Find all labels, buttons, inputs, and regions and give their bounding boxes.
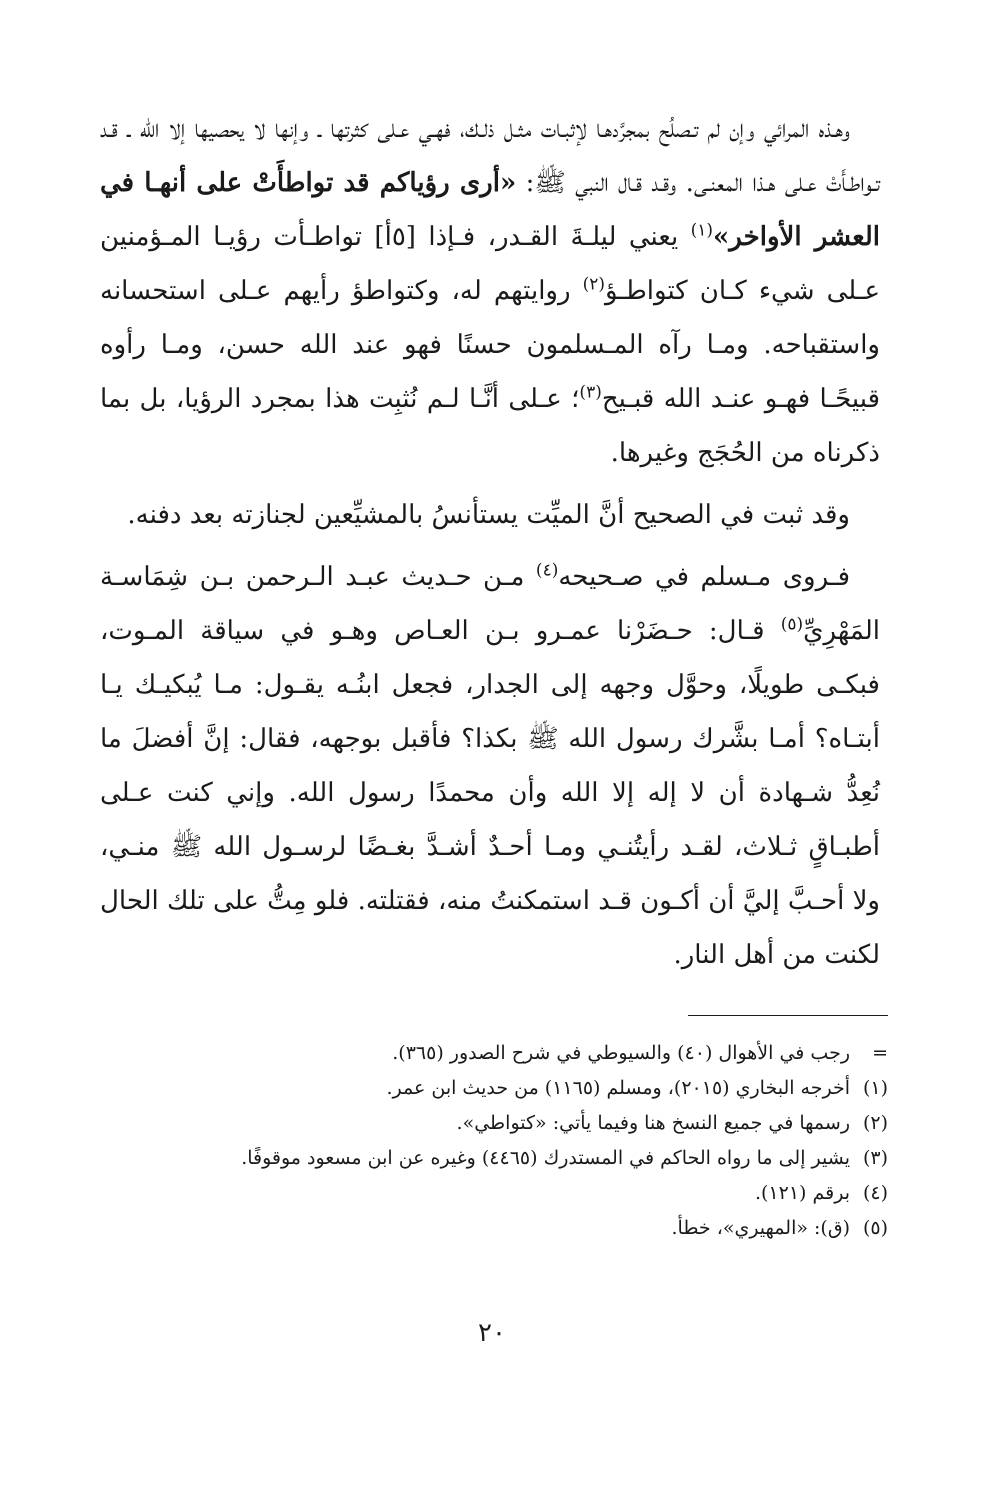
paragraph-3-text-a: فـروى مـسلم في صـحيحه — [558, 562, 850, 592]
footnote-text: رسمها في جميع النسخ هنا وفيما يأتي: «كتواطي». — [456, 1112, 850, 1134]
footnote-separator — [688, 1015, 888, 1016]
footnote-4 — [100, 1176, 888, 1211]
footnotes — [100, 1036, 888, 1246]
footnote-ref-2[interactable]: (٢) — [582, 274, 606, 295]
paragraph-1-text-d: ؛ عـلى أنَّـا لـم نُثبِت هذا بمجرد الرؤيا، بل بما ذكرناه من الحُجَج وغيرها. — [100, 384, 880, 468]
paragraph-3-text-c: قـال: حـضَرْنا عمـرو بـن العـاص وهـو في سياقة المـوت، فبكـى طويلًا، وحوَّل وجهه إلى الجدار، فجعل ابنُـه يقـول: مـا يُبكيـك يـا أبتـاه؟ أمـا بشَّرك رسول الله ﷺ بكذا؟ فأقبل بوجهه، فقال: إنَّ أفضلَ ما نُعِدُّ شـهادة أن لا إله إلا الله وأن محمدًا رسول الله. وإني كنت عـلى أطبـاقٍ ثـلاث، لقـد رأيتُنـي ومـا أحـدٌ أشـدَّ بغـضًا لرسـول الله ﷺ منـي، ولا أحـبَّ إليَّ أن أكـون قـد استمكنتُ منه، فقتلته. فلو مِتُّ على تلك الحال لكنت من أهل النار. — [100, 616, 880, 970]
footnote-ref-5[interactable]: (٥) — [780, 614, 804, 635]
footnote-number: (٢) — [862, 1112, 888, 1134]
paragraph-1 — [100, 102, 880, 480]
paragraph-1-text-c: روايتهم له، وكتواطؤ رأيهم عـلى استحسانه واستقباحه. ومـا رآه المـسلمون حسنًا فهو عند الله حسن، ومـا رأوه قبيحًـا فهـو عنـد الله قبـيح — [100, 276, 880, 414]
footnote-number: (١) — [862, 1077, 888, 1099]
footnote-number: (٥) — [862, 1217, 888, 1239]
main-text — [100, 102, 880, 982]
footnote-text: (ق): «المهيري»، خطأ. — [671, 1217, 850, 1239]
paragraph-2: وقد ثبت في الصحيح أنَّ الميِّت يستأنسُ بالمشيِّعين لجنازته بعد دفنه. — [127, 500, 850, 530]
footnote-2 — [100, 1106, 888, 1141]
footnote-ref-4[interactable]: (٤) — [535, 560, 559, 581]
footnote-ref-1[interactable]: (١) — [690, 220, 714, 241]
footnote-1 — [100, 1071, 888, 1106]
footnote-text: أخرجه البخاري (٢٠١٥)، ومسلم (١١٦٥) من حديث ابن عمر. — [386, 1077, 850, 1099]
footnote-number: (٤) — [862, 1182, 888, 1204]
footnote-5 — [100, 1211, 888, 1246]
paragraph-3 — [100, 550, 880, 982]
page-number: ٢٠ — [478, 1318, 506, 1348]
footnote-ref-3[interactable]: (٣) — [579, 382, 602, 403]
footnote-text: برقم (١٢١). — [754, 1182, 850, 1204]
footnote-text: رجب في الأهوال (٤٠) والسيوطي في شرح الصدور (٣٦٥). — [392, 1042, 850, 1064]
paragraph-3-text-b: مـن حـديث عبـد الـرحمن بـن شِمَاسـة المَهْرِيِّ — [100, 562, 880, 646]
paragraph-1-text-b: يعني ليلـةَ القـدر، فـإذا [٥أ] تواطـأت رؤيـا المـؤمنين عـلى شيء كـان كتواطـؤ — [100, 222, 880, 306]
footnote-text: يشير إلى ما رواه الحاكم في المستدرك (٤٤٦٥) وغيره عن ابن مسعود موقوفًا. — [241, 1147, 850, 1169]
footnote-3 — [100, 1141, 888, 1176]
footnote-continuation — [100, 1036, 888, 1071]
footnote-marker: = — [872, 1042, 888, 1064]
hadith-quote: «أرى رؤياكم قد تواطأَتْ على أنهـا في العشر الأواخر» — [100, 168, 880, 252]
paragraph-1-text-a: وهـذه المرائي وإن لم تـصلُح بمجرَّدهـا لإثبـات مثـل ذلـك، فهـي عـلى كثرتها ـ وإنها لا يحصيها إلا الله ـ قـد تـواطـأَتْ عـلى هـذا المعنـى. وقـد قـال النبي ﷺ: — [100, 114, 881, 198]
footnote-number: (٣) — [862, 1147, 888, 1169]
